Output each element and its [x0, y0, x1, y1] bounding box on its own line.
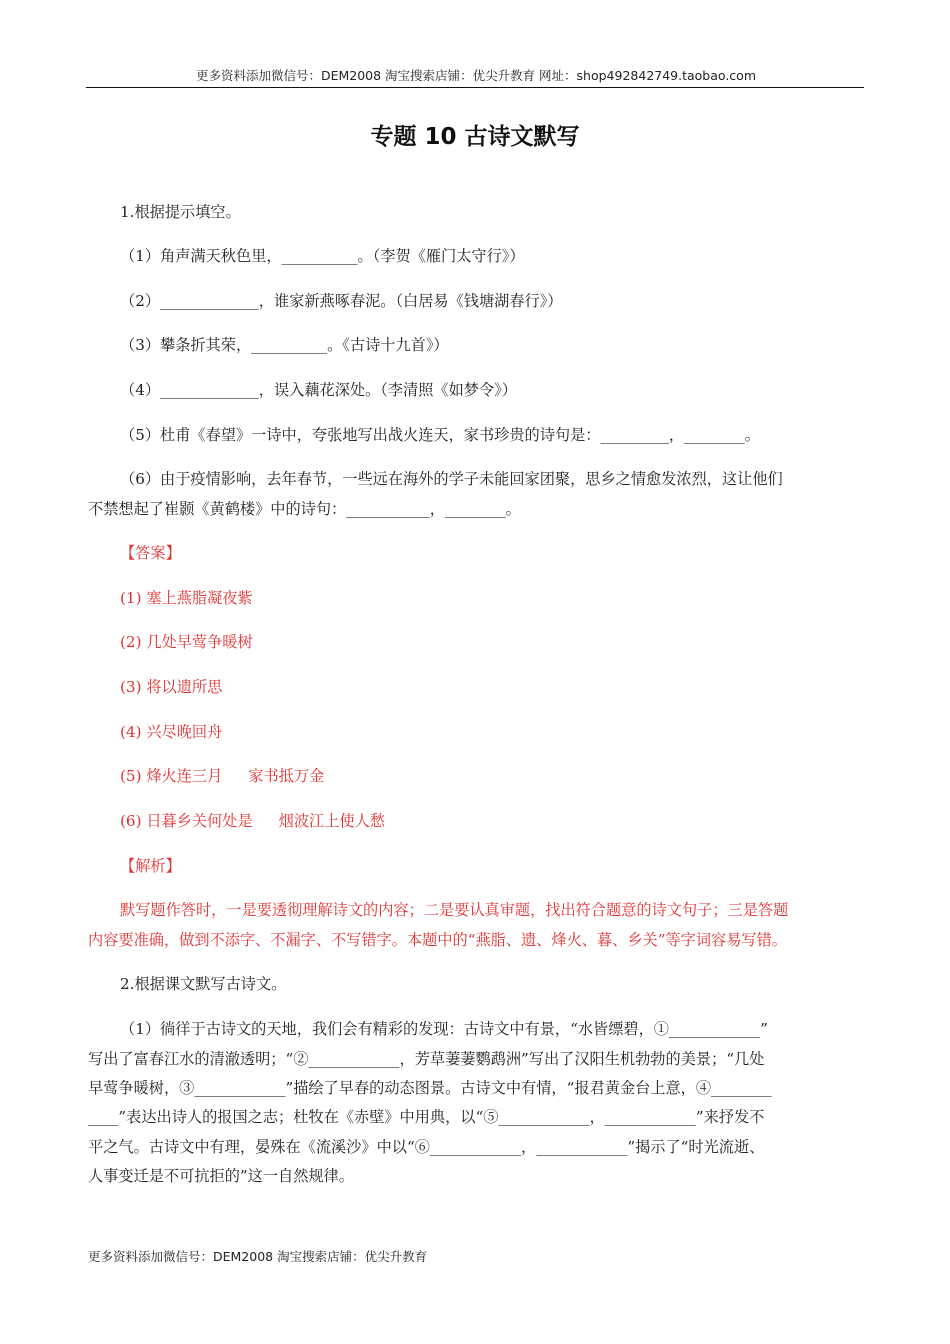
question-2-text: ____”表达出诗人的报国之志；杜牧在《赤壁》中用典，以“⑤____________，____________”来抒发不	[88, 1108, 765, 1126]
answer-label: 【答案】	[120, 544, 181, 562]
question-2-text: 人事变迁是不可抗拒的”这一自然规律。	[88, 1167, 354, 1185]
question-1-item: （6）由于疫情影响，去年春节，一些远在海外的学子未能回家团聚，思乡之情愈发浓烈，这让他们	[120, 470, 783, 488]
answer-text: 日暮乡关何处是	[146, 812, 253, 830]
question-2-text: 平之气。古诗文中有理，晏殊在《流溪沙》中以“⑥____________，____________”揭示了“时光流逝、	[88, 1138, 765, 1156]
answer-number: (3)	[120, 678, 142, 696]
page-header: 更多资料添加微信号：DEM2008 淘宝搜索店铺：优尖升教育 网址：shop492842749.taobao.com	[195, 68, 757, 83]
answer-text: 将以遗所思	[146, 678, 223, 696]
answer-item	[120, 677, 222, 697]
answer-item	[120, 722, 222, 742]
answer-text: 兴尽晚回舟	[146, 723, 223, 741]
question-1-item: （3）攀条折其荣，__________。《古诗十九首》）	[120, 336, 449, 354]
question-1-item: 不禁想起了崔颢《黄鹤楼》中的诗句：___________，________。	[88, 500, 521, 518]
answer-text-second: 家书抵万金	[248, 767, 325, 785]
answer-number: (4)	[120, 723, 142, 741]
answer-text: 烽火连三月	[146, 767, 223, 785]
analysis-text: 内容要准确，做到不添字、不漏字、不写错字。本题中的“燕脂、遗、烽火、暮、乡关”等字词容易写错。	[88, 931, 787, 949]
question-1-item: （5）杜甫《春望》一诗中，夸张地写出战火连天，家书珍贵的诗句是：_________，________。	[120, 426, 760, 444]
question-2-stem: 2.根据课文默写古诗文。	[120, 975, 287, 993]
question-1-item: （2）_____________，谁家新燕啄春泥。（白居易《钱塘湖春行》）	[120, 292, 563, 310]
answer-number: (6)	[120, 812, 142, 830]
answer-item	[120, 632, 253, 652]
answer-text: 塞上燕脂凝夜紫	[146, 589, 253, 607]
question-1-item: （4）_____________，误入藕花深处。（李清照《如梦令》）	[120, 381, 517, 399]
analysis-text: 默写题作答时，一是要透彻理解诗文的内容；二是要认真审题，找出符合题意的诗文句子；三是答题	[120, 901, 789, 919]
question-1-stem: 1.根据提示填空。	[120, 203, 241, 221]
question-2-text: （1）徜徉于古诗文的天地，我们会有精彩的发现：古诗文中有景，“水皆缥碧，①____________”	[120, 1020, 768, 1038]
question-2-text: 写出了富春江水的清澈透明；“②____________，芳草萋萋鹦鹉洲”写出了汉阳生机勃勃的美景；“几处	[88, 1050, 765, 1068]
answer-text: 几处早莺争暖树	[146, 633, 253, 651]
answer-number: (1)	[120, 589, 142, 607]
answer-number: (2)	[120, 633, 142, 651]
page-title: 专题 10 古诗文默写	[370, 124, 580, 150]
answer-item	[120, 811, 385, 831]
page-footer: 更多资料添加微信号：DEM2008 淘宝搜索店铺：优尖升教育	[88, 1249, 428, 1264]
answer-item	[120, 766, 324, 786]
question-1-item: （1）角声满天秋色里，__________。（李贺《雁门太守行》）	[120, 247, 525, 265]
answer-item	[120, 588, 253, 608]
question-2-text: 早莺争暖树，③____________”描绘了早春的动态图景。古诗文中有情，“报君黄金台上意，④________	[88, 1079, 772, 1097]
answer-text-second: 烟波江上使人愁	[278, 812, 385, 830]
answer-number: (5)	[120, 767, 142, 785]
header-divider	[86, 87, 864, 88]
analysis-label: 【解析】	[120, 857, 181, 875]
